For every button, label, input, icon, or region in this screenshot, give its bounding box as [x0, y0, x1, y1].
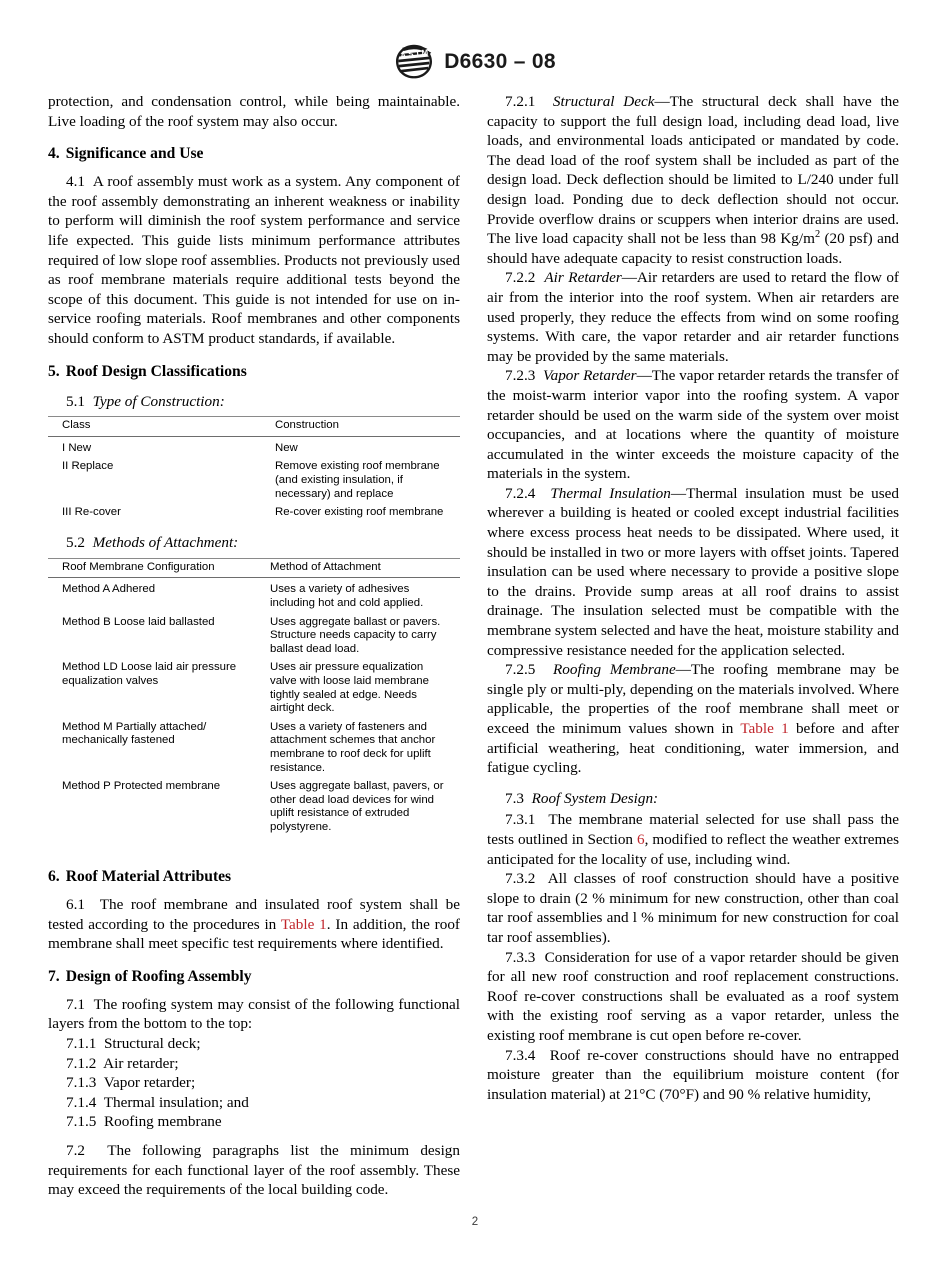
table-row [48, 458, 460, 504]
list-item-7-1-1 [48, 1034, 460, 1054]
list-item-label: Thermal insulation; and [103, 1093, 249, 1111]
em-dash: — [654, 93, 670, 110]
section-4-number: 4. [48, 145, 60, 163]
em-dash: — [670, 484, 687, 502]
paragraph-7-2-5-number: 7.2.5 [505, 661, 536, 679]
paragraph-7-1-number: 7.1 [66, 995, 85, 1013]
subheading-7-3 [487, 789, 899, 809]
section-6-title: Roof Material Attributes [65, 867, 232, 885]
paragraph-7-2-2-number: 7.2.2 [505, 269, 536, 287]
paragraph-7-2-2-term: Air Retarder [544, 269, 622, 287]
paragraph-7-3-title: Roof System Design: [531, 789, 659, 807]
paragraph-5-2-number: 5.2 [66, 534, 85, 552]
list-item-label: Structural deck; [103, 1034, 201, 1052]
paragraph-6-1-text-part2: . In addition, the roof membrane shall meet specific test requirements where identified. [48, 915, 460, 953]
astm-logo-icon [394, 44, 434, 80]
heading-section-5 [48, 362, 460, 381]
cell-method: Uses air pressure equalization valve with loose laid membrane tightly sealed at edge. Needs airtight deck. [270, 661, 429, 715]
table-row [48, 613, 460, 659]
svg-text:S: S [407, 49, 415, 59]
paragraph-7-2-1-number: 7.2.1 [505, 93, 536, 110]
link-table-1[interactable]: Table 1 [740, 720, 789, 737]
cell-method: Uses aggregate ballast or pavers. Structure needs capacity to carry ballast dead load. [270, 615, 441, 655]
list-item-number: 7.1.2 [66, 1054, 97, 1072]
paragraph-7-2-5-term: Roofing Membrane [553, 661, 676, 679]
column-header-roof-membrane-configuration: Roof Membrane Configuration [48, 558, 270, 578]
paragraph-7-3-2-number: 7.3.2 [505, 870, 536, 888]
paragraph-4-1-text: A roof assembly must work as a system. Any component of the roof assembly demonstrating an inherent weakness or inability to perform will diminish the roof system performance and service life expected. This guide lists minimum performance attributes required of low slope roof assemblies. Products not previously used as roof membrane materials require additional tests beyond the scope of this document. This guide is not intended for use on in-service roofing materials. Roof membranes and other components should conform to ASTM product standards, if available. [48, 173, 460, 347]
list-item-label: Air retarder; [103, 1054, 179, 1072]
list-item-7-1-4 [48, 1093, 460, 1113]
cell-configuration: Method A Adhered [62, 583, 156, 596]
paragraph-5-1-title: Type of Construction: [92, 392, 225, 410]
list-item-number: 7.1.3 [66, 1074, 97, 1092]
list-item-label: Vapor retarder; [103, 1074, 196, 1092]
svg-text:A: A [400, 50, 407, 61]
table-row [48, 504, 460, 523]
em-dash: — [675, 661, 691, 679]
paragraph-7-3-4-text: Roof re-cover constructions should have no entrapped moisture greater than the equilibrium moisture content (for insulation material) at 21°C (70°F) and 90 % relative humidity, [487, 1046, 899, 1103]
paragraph-7-1 [48, 995, 460, 1034]
cell-class: III Re-cover [62, 506, 121, 519]
paragraph-7-2-5-text-b: before and after artificial weathering, heat conditioning, water immersion, and fatigue cycling. [487, 720, 900, 777]
paragraph-7-3-2 [487, 869, 899, 947]
paragraph-7-2-1-term: Structural Deck [552, 93, 655, 110]
paragraph-7-3-1-text-b: , modified to reflect the weather extremes anticipated for the locality of use, including wind. [487, 830, 899, 868]
left-column [48, 92, 460, 1200]
heading-section-7 [48, 967, 460, 986]
table-row [48, 659, 460, 718]
link-section-6[interactable]: 6 [636, 830, 645, 848]
paragraph-7-3-number: 7.3 [505, 789, 524, 807]
section-4-title: Significance and Use [65, 145, 204, 163]
section-5-title: Roof Design Classifications [65, 362, 247, 380]
svg-text:M: M [421, 47, 429, 58]
paragraph-7-2-2-text: Air retarders are used to retard the flow of air from the interior into the roof system. When air retarders are used properly, they reduce the effects from wind on some roofing systems. With care, the vapor retarder and air retarder functions may be provided by the same materials. [487, 269, 899, 365]
cell-construction: Remove existing roof membrane (and existing insulation, if necessary) and replace [275, 460, 440, 500]
subheading-5-1 [48, 392, 460, 412]
cell-configuration: Method B Loose laid ballasted [62, 615, 215, 628]
paragraph-6-1-text-part1: The roof membrane and insulated roof system shall be tested according to the procedures in [48, 895, 460, 933]
paragraph-7-2-5 [487, 660, 899, 778]
paragraph-7-2-1-text-a: The structural deck shall have the capacity to support the full design load, including dead load, live loads, and environmental loads anticipated or mandated by code. The dead load of the roof system shall be included as part of the design load. Deck deflection should be limited to L/240 under full design load. Ponding due to deck deflection should not occur. Provide overflow drains or scuppers when interior drains are used. The live load capacity shall not be less than 98 Kg/m [487, 93, 900, 248]
cell-method: Uses a variety of adhesives including hot and cold applied. [270, 583, 424, 609]
continued-paragraph: protection, and condensation control, while being maintainable. Live loading of the roof system may also occur. [48, 93, 460, 130]
superscript-2: 2 [814, 229, 821, 241]
paragraph-7-3-1 [487, 810, 899, 869]
paragraph-7-2 [48, 1141, 460, 1200]
heading-section-6 [48, 867, 460, 886]
paragraph-7-2-1 [487, 92, 899, 268]
paragraph-4-1-number: 4.1 [66, 173, 85, 191]
paragraph-7-3-2-text: All classes of roof construction should have a positive slope to drain (2 % minimum for new construction, other than coal tar roof assemblies and l % minimum for new construction for coal tar roof assemblies). [487, 870, 899, 946]
paragraph-4-1 [48, 172, 460, 348]
standard-designation: D6630 – 08 [444, 50, 556, 73]
em-dash: — [636, 367, 652, 385]
paragraph-7-2-4-text: Thermal insulation must be used wherever a building is heated or cooled except industrial facilities where excess process heat needs to be dissipated. Where used, it should be installed in two or more layers with offset joints. Tapered insulation can be used where necessary to provide a positive slope to the drains. Provide sump areas at all roof drains to assist drainage. The insulation selected must be compatible with the membrane system selected and have the heat, moisture stability and compressive resistance needed for the application selected. [487, 484, 900, 659]
heading-section-4 [48, 144, 460, 163]
list-item-7-1-5 [48, 1112, 460, 1132]
paragraph-5-1-number: 5.1 [66, 392, 85, 410]
paragraph-7-3-1-number: 7.3.1 [505, 811, 536, 829]
paragraph-7-2-text: The following paragraphs list the minimum design requirements for each functional layer of the roof assembly. These may exceed the requirements of the local building code. [48, 1141, 460, 1199]
column-header-construction: Construction [275, 417, 460, 437]
paragraph-7-2-3-text: The vapor retarder retards the transfer of the moist-warm interior vapor into the roofing system. A vapor retarder should be used on the warm side of the system over moist occupancies, and at locations where the quantity of moisture accumulated in the winter exceeds the moisture capacity of the materials in the system. [487, 367, 899, 483]
paragraph-7-2-2 [487, 268, 899, 366]
list-item-7-1-3 [48, 1073, 460, 1093]
paragraph-7-2-4 [487, 484, 899, 660]
cell-configuration: Method LD Loose laid air pressure equalization valves [62, 661, 237, 687]
cell-class: II Replace [62, 460, 114, 473]
table-header-row [48, 558, 460, 578]
paragraph-7-2-3-term: Vapor Retarder [543, 367, 637, 385]
cell-configuration: Method P Protected membrane [62, 780, 221, 793]
table-methods-of-attachment [48, 558, 460, 837]
paragraph-7-2-3-number: 7.2.3 [505, 367, 536, 385]
table-type-of-construction [48, 416, 460, 522]
column-header-class: Class [48, 417, 275, 437]
cell-construction: New [275, 441, 298, 454]
table-row [48, 436, 460, 458]
cell-construction: Re-cover existing roof membrane [275, 506, 444, 519]
paragraph-6-1-number: 6.1 [66, 895, 85, 913]
list-item-number: 7.1.5 [66, 1113, 97, 1131]
em-dash: — [621, 269, 637, 287]
paragraph-7-1-text: The roofing system may consist of the following functional layers from the bottom to the top: [48, 995, 460, 1033]
section-7-title: Design of Roofing Assembly [65, 967, 252, 985]
paragraph-6-1 [48, 895, 460, 954]
page-header [0, 44, 950, 80]
paragraph-7-3-3-number: 7.3.3 [505, 948, 536, 966]
svg-text:T: T [415, 48, 421, 59]
link-table-1[interactable]: Table 1 [280, 915, 327, 933]
page-number: 2 [471, 1216, 479, 1228]
paragraph-7-3-4 [487, 1046, 899, 1105]
list-item-number: 7.1.1 [66, 1034, 97, 1052]
subheading-5-2 [48, 533, 460, 553]
table-row [48, 778, 460, 837]
table-row [48, 718, 460, 777]
section-6-number: 6. [48, 867, 60, 885]
spacer [48, 1132, 460, 1141]
list-item-label: Roofing membrane [103, 1113, 222, 1131]
paragraph-7-2-3 [487, 366, 899, 484]
table-header-row [48, 417, 460, 437]
paragraph-7-2-4-term: Thermal Insulation [550, 484, 671, 502]
column-header-method-of-attachment: Method of Attachment [270, 558, 460, 578]
right-column [487, 92, 899, 1104]
cell-class: I New [62, 441, 92, 454]
paragraph-7-2-5-text-a: The roofing membrane may be single ply or multi-ply, depending on the materials involved. Where applicable, the properties of the roof membrane shall meet or exceed the minimum values shown in [487, 661, 900, 737]
list-item-number: 7.1.4 [66, 1093, 97, 1111]
cell-method: Uses a variety of fasteners and attachment schemes that anchor membrane to roof deck for uplift resistance. [270, 720, 436, 774]
paragraph-7-3-4-number: 7.3.4 [505, 1046, 536, 1064]
paragraph-7-2-number: 7.2 [66, 1141, 85, 1159]
paragraph-7-2-4-number: 7.2.4 [505, 484, 536, 502]
paragraph-7-3-3 [487, 948, 899, 1046]
table-row [48, 578, 460, 613]
spacer [48, 837, 460, 854]
paragraph-7-2-1-text-b: (20 psf) and should have adequate capacity to resist construction loads. [487, 230, 900, 267]
section-7-number: 7. [48, 967, 60, 985]
paragraph-5-2-title: Methods of Attachment: [92, 534, 239, 552]
cell-method: Uses aggregate ballast, pavers, or other dead load devices for wind uplift resistance of extruded polystyrene. [270, 780, 444, 833]
cell-configuration: Method M Partially attached/ mechanically fastened [62, 720, 207, 747]
section-5-number: 5. [48, 362, 60, 380]
paragraph-7-3-3-text: Consideration for use of a vapor retarder should be given for all new roof construction and roof replacement constructions. Roof re-cover constructions shall be evaluated as a roof system with the existing roof serving as a vapor retarder, unless the existing roof membrane is cut open before re-cover. [487, 948, 899, 1044]
paragraph-7-3-1-text-a: The membrane material selected for use shall pass the tests outlined in Section [487, 811, 899, 848]
list-item-7-1-2 [48, 1054, 460, 1074]
